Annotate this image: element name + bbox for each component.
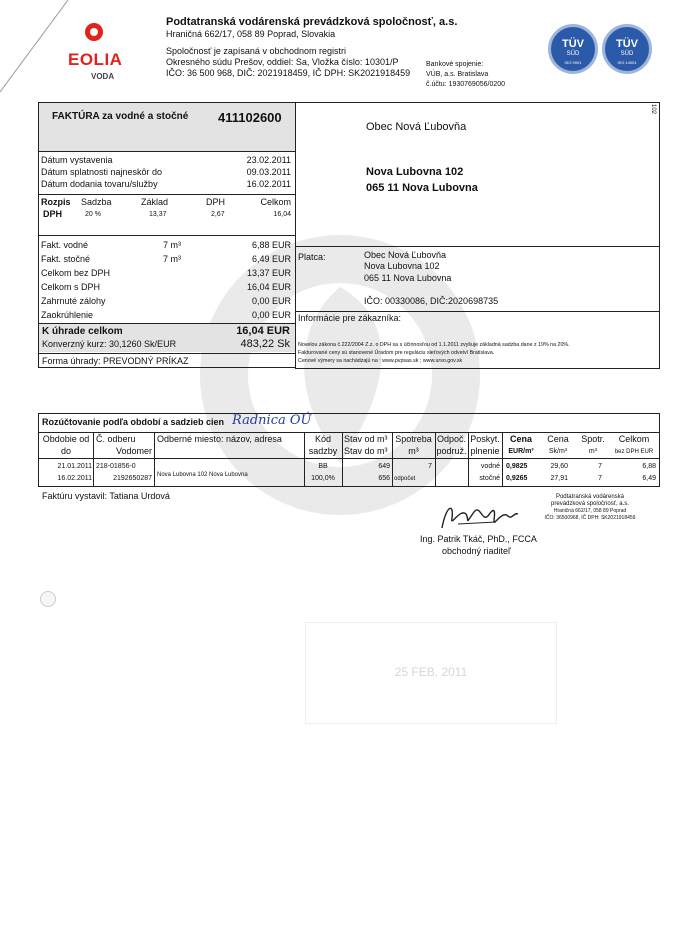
tuv-badge-2-iso: ISO 14001 [617,60,637,65]
col-code: Kód [314,434,331,444]
vat-header-zaklad: Základ [141,197,169,207]
column-divider [342,432,343,487]
faint-stamp [305,622,557,724]
tuv-badge-1 [548,24,598,74]
row1-place: Nova Lubovna 102 Nova Lubovna [157,472,248,478]
payer-street: Nova Lubovna 102 [364,261,440,271]
row2-deduction: odpočet [394,476,416,482]
divider [38,194,296,195]
col-meter: Vodomer [115,446,152,456]
line-sewer-label: Fakt. stočné [41,254,91,264]
stamp-line-4: IČO: 36500968, IČ DPH: SK2021918459 [544,515,636,521]
col-total: Celkom [618,434,650,444]
recipient-name: Obec Nová Ľubovňa [366,121,467,133]
row1-service: vodné [480,463,500,470]
info-line-1: Novelou zákona č.222/2004 Z.z. o DPH sa s účinnosťou od 1.1.2011 zvyšuje základná sadzba dane z 19% na 20%. [298,342,570,348]
row2-meter: 2192650287 [113,475,152,482]
row2-price-eur: 0,9265 [506,475,528,482]
row1-consumption: 7 [428,463,432,470]
row2-code: 100,0% [311,475,335,482]
logo-mark-icon [84,22,104,42]
line-advances-label: Zahrnuté zálohy [41,296,106,306]
vat-row-vat: 2,67 [211,211,225,218]
col-price-eur-unit: EUR/m³ [508,448,534,455]
to-pay-label: K úhrade celkom [42,326,123,337]
issued-by: Faktúru vystavil: Tatiana Urdová [42,491,170,501]
divider [38,353,296,354]
signature [436,498,520,534]
col-code-rate: sadzby [308,446,338,456]
vat-row-rate: 20 % [85,211,101,218]
line-gross-value: 16,04 EUR [246,282,291,292]
col-price-sk: Cena [547,434,569,444]
line-sewer-qty: 7 m³ [163,254,181,264]
margin-code: 102 [650,104,656,115]
line-gross-label: Celkom s DPH [41,282,101,292]
date-due-value: 09.03.2011 [246,167,291,177]
row1-consumed: 7 [598,463,602,470]
column-divider [154,432,155,487]
col-price-sk-unit: Sk/m³ [548,448,568,455]
company-ids: IČO: 36 500 968, DIČ: 2021918459, IČ DPH: SK2021918459 [166,68,411,78]
col-total-unit: bez DPH EUR [614,449,654,455]
stamp-line-1: Podtatranská vodárenská [555,494,625,500]
row1-supply-no: 218-01856-0 [96,463,136,470]
payer-ids: IČO: 00330086, DIČ:2020698735 [364,296,499,306]
conversion-rate: Konverzný kurz: 30,1260 Sk/EUR [42,339,177,349]
faint-stamp-date: 25 FEB. 2011 [394,665,468,679]
line-water-value: 6,88 EUR [251,240,291,250]
col-submeter: podruž. [436,446,467,456]
col-service-2: plnenie [470,446,500,456]
tuv-badge-2-sud: SÜD [620,51,634,57]
line-sewer-value: 6,49 EUR [251,254,291,264]
col-place: Odberné miesto: názov, adresa [157,434,282,444]
tuv-badge-1-sud: SÜD [566,51,580,57]
signatory-role: obchodný riaditeľ [442,546,511,556]
row2-total: 6,49 [642,475,656,482]
veolia-logo [38,22,158,82]
row1-total: 6,88 [642,463,656,470]
col-period-from: Obdobie od [42,434,90,444]
stamp-line-2: prevádzková spoločnosť, a.s. [551,501,629,507]
row2-state: 656 [378,475,390,482]
tuv-badge-2 [602,24,652,74]
row2-service: stočné [479,475,500,482]
row2-date: 16.02.2011 [57,475,92,482]
row1-state: 649 [378,463,390,470]
breakdown-title: Rozúčtovanie podľa období a sadzieb cien [42,417,224,427]
col-consumed: Spotr. [581,434,605,444]
vat-breakdown [41,197,291,223]
amount-lines [41,240,291,324]
to-pay-value: 16,04 EUR [236,325,290,337]
date-due-label: Dátum splatnosti najneskôr do [41,167,163,177]
divider [38,235,296,236]
divider [38,458,660,459]
vat-header-rozpis: Rozpis [41,197,71,207]
row2-consumed: 7 [598,475,602,482]
company-register-2: Okresného súdu Prešov, oddiel: Sa, Vložka číslo: 10301/P [166,57,399,67]
divider [38,432,660,433]
col-consumption: Spotreba [395,434,432,444]
row1-date: 21.01.2011 [57,463,92,470]
col-price-eur: Cena [509,434,532,444]
vat-row-base: 13,37 [149,211,167,218]
line-net-value: 13,37 EUR [246,268,291,278]
line-advances-value: 0,00 EUR [251,296,291,306]
line-net-label: Celkom bez DPH [41,268,111,278]
stamp-line-3: Hraničná 662/17, 058 89 Poprad [553,508,627,514]
signatory-name: Ing. Patrik Tkáč, PhD., FCCA [420,534,537,544]
brand-sub: VODA [91,72,115,81]
vat-row-total: 16,04 [273,211,291,218]
row1-code: BB [318,463,328,470]
tuv-badge-1-iso: ISO 9001 [564,60,582,65]
invoice-title: FAKTÚRA za vodné a stočné [52,111,189,122]
vat-row-label: DPH [43,209,63,219]
company-name: Podtatranská vodárenská prevádzková spoločnosť, a.s. [166,16,458,28]
recipient-street: Nova Lubovna 102 [366,166,464,178]
handwritten-note: Radnica OÚ [232,413,312,428]
payer-city: 065 11 Nova Lubovna [364,273,452,283]
date-delivery-label: Dátum dodania tovaru/služby [41,179,158,189]
col-period-to: do [60,446,71,456]
company-register-1: Spoločnosť je zapísaná v obchodnom registri [166,46,346,56]
info-line-3: Cenové výmery sa nachádzajú na : www.pvpsas.sk ; www.urso.gov.sk [298,358,463,364]
punch-hole [40,591,56,607]
bank-account: č.účtu: 1930769056/0200 [426,81,506,88]
line-water-qty: 7 m³ [163,240,181,250]
payer-name: Obec Nová Ľubovňa [364,250,447,260]
col-state-from: Stav od m³ [344,434,388,444]
conversion-value: 483,22 Sk [240,338,290,350]
row1-price-eur: 0,9825 [506,463,528,470]
invoice-number: 411102600 [218,110,282,125]
col-consumption-unit: m³ [408,446,419,456]
col-state-to: Stav do m³ [344,446,388,456]
row2-price-sk: 27,91 [550,475,568,482]
line-rounding-value: 0,00 EUR [251,310,291,320]
col-service: Poskyt. [470,434,500,444]
row1-price-sk: 29,60 [550,463,568,470]
bank-label: Bankové spojenie: [426,61,484,68]
company-stamp [530,494,650,522]
line-water-label: Fakt. vodné [41,240,89,250]
vat-header-celkom: Celkom [260,197,291,207]
date-issue-label: Dátum vystavenia [41,155,113,165]
line-rounding-label: Zaokrúhlenie [41,310,94,320]
info-label: Informácie pre zákazníka: [298,313,402,323]
tuv-badge-1-label: TÜV [562,38,584,50]
date-issue-value: 23.02.2011 [246,155,291,165]
info-line-2: Fakturované ceny sú stanovené Úradom pre reguláciu sieťových odvetví Bratislava. [298,350,495,356]
col-deduction: Odpoč. [436,434,467,444]
brand-name: EOLIA [68,50,123,69]
col-supply-no: Č. odberu [96,434,136,444]
bank-name: VÚB, a.s. Bratislava [426,71,489,78]
company-address: Hraničná 662/17, 058 89 Poprad, Slovakia [166,29,336,39]
vat-header-sadzba: Sadzba [81,197,112,207]
col-consumed-unit: m³ [588,448,598,455]
tuv-badge-2-label: TÜV [616,38,638,50]
vat-header-dph: DPH [206,197,226,207]
recipient-box [295,102,660,247]
recipient-city: 065 11 Nova Lubovna [366,182,478,194]
payment-method: Forma úhrady: PREVODNÝ PRÍKAZ [42,356,189,366]
date-delivery-value: 16.02.2011 [246,179,291,189]
payer-label: Platca: [298,252,326,262]
